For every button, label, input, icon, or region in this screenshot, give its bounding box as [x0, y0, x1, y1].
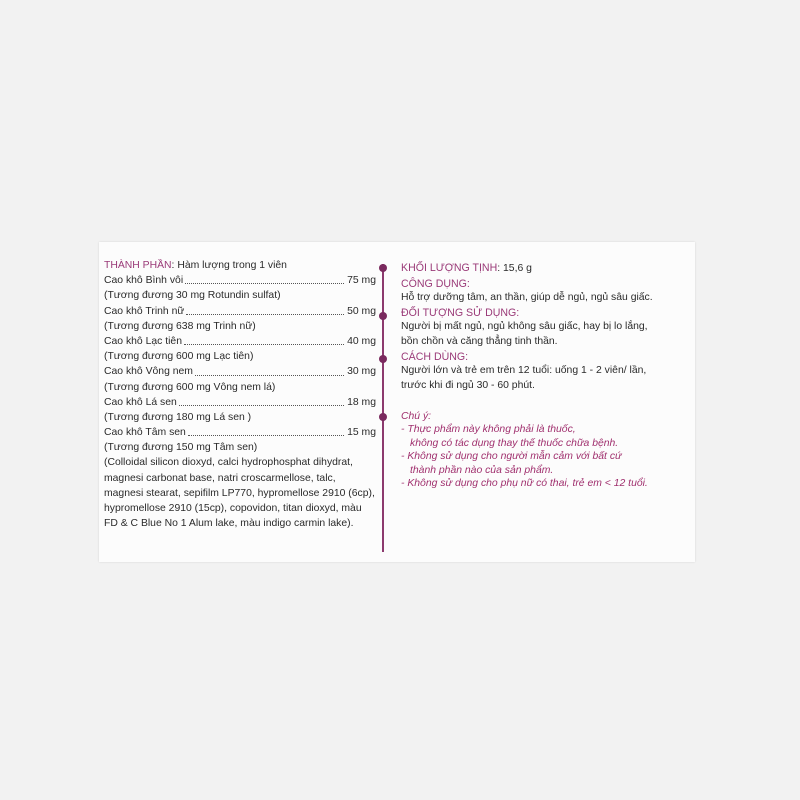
ingredient-amount: 75 mg [347, 275, 376, 287]
weight-value: : 15,6 g [497, 263, 532, 274]
ingredients-heading-line [104, 258, 376, 273]
ingredient-name: Cao khô Bình vôi [104, 275, 184, 287]
dotted-leader [184, 344, 344, 345]
usage-heading: CÁCH DÙNG: [401, 350, 469, 363]
ingredient-name: Cao khô Tâm sen [104, 427, 186, 439]
ingredient-equivalent: (Tương đương 638 mg Trinh nữ) [104, 320, 256, 332]
ingredient-equivalent: (Tương đương 600 mg Vông nem lá) [104, 381, 276, 393]
ingredient-row [104, 273, 376, 288]
ingredient-row [104, 425, 376, 440]
ingredient-row [104, 304, 376, 319]
note-line: - Thực phẩm này không phải là thuốc, [401, 424, 576, 436]
timeline-dot [379, 312, 387, 320]
product-label-card [99, 242, 695, 562]
ingredient-row [104, 364, 376, 379]
dotted-leader [179, 405, 344, 406]
dotted-leader [185, 283, 344, 284]
usage-text-line: trước khi đi ngủ 30 - 60 phút. [401, 379, 535, 391]
note-title: Chú ý: [401, 411, 432, 422]
uses-heading: CÔNG DỤNG: [401, 277, 470, 290]
dotted-leader [195, 375, 344, 376]
excipients-text: (Colloidal silicon dioxyd, calci hydrophosphat dihydrat, magnesi carbonat base, natri croscarmellose, talc, magnesi stearat, sepifilm LP770, hypromellose 2910 (6cp), hypromellose 2910 (15cp), copovidon, titan dioxyd, màu FD & C Blue No 1 Alum lake, màu indigo carmin lake). [104, 457, 375, 530]
ingredient-equivalent: (Tương đương 150 mg Tâm sen) [104, 442, 258, 454]
timeline-dot [379, 355, 387, 363]
warning-note [401, 410, 693, 490]
target-heading: ĐỐI TƯỢNG SỬ DỤNG: [401, 306, 520, 319]
timeline-dot [379, 264, 387, 272]
weight-heading: KHỐI LƯỢNG TỊNH [401, 262, 498, 274]
note-line: - Không sử dụng cho người mẫn cảm với bất cứ [401, 451, 622, 463]
target-text-line: bồn chồn và căng thẳng tinh thần. [401, 335, 558, 347]
note-line: không có tác dụng thay thế thuốc chữa bệnh. [410, 437, 619, 449]
dotted-leader [186, 314, 344, 315]
usage-text-line: Người lớn và trẻ em trên 12 tuổi: uống 1 - 2 viên/ lần, [401, 365, 647, 377]
ingredients-column [104, 258, 376, 531]
ingredient-equivalent: (Tương đương 30 mg Rotundin sulfat) [104, 290, 281, 302]
ingredient-name: Cao khô Lạc tiên [104, 335, 182, 347]
ingredient-amount: 50 mg [347, 305, 376, 317]
ingredient-name: Cao khô Vông nem [104, 366, 193, 378]
note-line: thành phần nào của sản phẩm. [410, 464, 554, 476]
ingredient-amount: 18 mg [347, 396, 376, 408]
info-column [401, 261, 693, 393]
dotted-leader [188, 435, 344, 436]
ingredients-heading-suffix: : Hàm lượng trong 1 viên [171, 260, 287, 271]
weight-line [401, 261, 693, 277]
note-line: - Không sử dụng cho phụ nữ có thai, trẻ em < 12 tuổi. [401, 478, 648, 490]
ingredient-name: Cao khô Lá sen [104, 396, 177, 408]
ingredient-name: Cao khô Trinh nữ [104, 305, 185, 317]
uses-text: Hỗ trợ dưỡng tâm, an thần, giúp dễ ngủ, ngủ sâu giấc. [401, 292, 653, 304]
timeline-dot [379, 413, 387, 421]
ingredient-equivalent: (Tương đương 600 mg Lạc tiên) [104, 351, 254, 363]
ingredients-heading: THÀNH PHẦN [104, 260, 172, 271]
timeline-line [382, 264, 384, 552]
ingredient-row [104, 334, 376, 349]
ingredient-equivalent: (Tương đương 180 mg Lá sen ) [104, 411, 252, 423]
ingredient-amount: 40 mg [347, 335, 376, 347]
target-text-line: Người bị mất ngủ, ngủ không sâu giấc, hay bị lo lắng, [401, 321, 648, 333]
ingredient-amount: 30 mg [347, 366, 376, 378]
ingredient-row [104, 395, 376, 410]
ingredient-amount: 15 mg [347, 427, 376, 439]
